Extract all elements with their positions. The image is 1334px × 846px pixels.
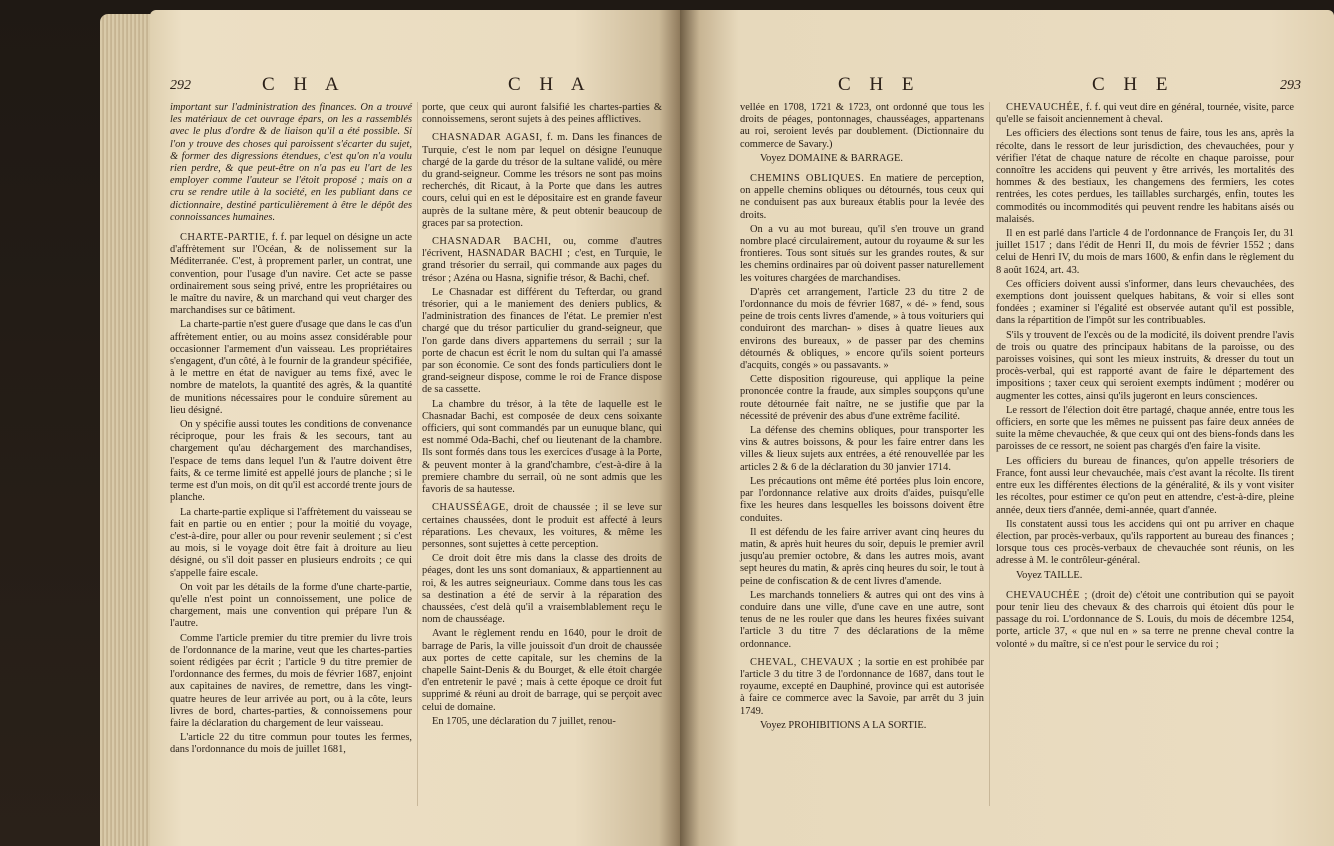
left-column-2 [422,102,662,730]
headword: CHASNADAR AGASI, [432,132,543,144]
left-page-number: 292 [170,78,191,93]
right-column-1 [740,102,984,740]
paragraph: La défense des chemins obliques, pour transporter les vins & autres boissons, & pour les faire entrer dans les villes & lieux sujets aux entrées, a été renouvellée par les articles 2 & 6 de la déclaration du 30 janvier 1714. [740,425,984,473]
entry-charte-partie: CHARTE-PARTIE, f. f. par lequel on désigne un acte d'affrètement sur l'Océan, & de nolissement sur la Méditerranée. C'est, à proprement parler, un contrat, une convention, pour l'usage d'un navire. Cet acte se passe ordinairement sous seing privé, entre les propriétaires ou le maître du navire, & un marchand qui veut charger des marchandises sur ce bâtiment. [170,232,412,317]
paragraph: S'ils y trouvent de l'excès ou de la modicité, ils doivent prendre l'avis de trois ou quatre des principaux habitans de la paroisse, ou des paroisses voisines, qui sont les mieux instruits, & dresser du tout un procès-verbal, qui est rapporté avant de faire le département des impositions ; taxer ceux qui seroient exempts indûment ; modérer ou augmenter les cottes, ainsi qu'ils jugeront en leurs consciences. [996,329,1294,402]
paragraph: La chambre du trésor, à la tête de laquelle est le Chasnadar Bachi, est composée de deux cens soixante officiers, qui sont commandés par un eunuque blanc, qui est nommé Oda-Bachi, chef ou lieutenant de la chambre. Ils sont formés dans tous les exercices d'usage à la Porte, & peuvent monter à la grand'chambre, c'est-à-dire à la premiere chambre du serrail, où ne sont admis que les favoris de sa hautesse. [422,398,662,496]
entry-chasnadar-bachi: CHASNADAR BACHI, ou, comme d'autres l'écrivent, HASNADAR BACHI ; c'est, en Turquie, le grand trésorier du serrail, qui commande aux pages du trésor ; Azéna ou Hasna, signifie trésor, & Bachi, chef. [422,236,662,284]
entry-chasnadar-agasi: CHASNADAR AGASI, f. m. Dans les finances de Turquie, c'est le nom par lequel on désigne l'eunuque chargé de la garde du trésor de la sultane validé, ou mère du grand-seigneur. Comme les trésors ne sont pas moins recherchés, dit Ricaut, à la Porte que dans les autres cours, celui qui en est le dépositaire est en grande faveur auprès de la sultane mère, & peut obtenir beaucoup de graces par sa protection. [422,132,662,229]
right-page-header [680,74,1334,100]
intro-paragraph: important sur l'administration des finances. On a trouvé les matériaux de cet ouvrage épars, on les a rassemblés avec le plus d'ordre & de liaison qu'il a été possible. Si l'on y trouve des choses qui paroissent s'écarter du sujet, & former des digressions étendues, c'est qu'on n'a voulu rien perdre, & que peut-être on n'a pas eu l'art de les employer comme l'auteur se l'étoit proposé ; mais on a cru se rendre utile à la société, en les publiant dans ce dictionnaire, destiné particulièrement à être le dépôt des connoissances humaines. [170,102,412,223]
paragraph: Le ressort de l'élection doit être partagé, chaque année, entre tous les officiers, en sorte que les mêmes ne puissent pas faire deux années de suite la même chevauchée, & que ceux qui ont des biens-fonds dans les paroisses de ce ressort, ne soient pas chargés d'en faire la visite. [996,404,1294,453]
continuation: vellée en 1708, 1721 & 1723, ont ordonné que tous les droits de péages, pontonnages, chausséages, appartenans au roi, seroient levés par doublement. (Dictionnaire du commerce de Savary.) [740,102,984,150]
headword: CHAUSSÉAGE, [432,502,509,514]
paragraph: L'article 22 du titre commun pour toutes les fermes, dans l'ordonnance du mois de juillet 1681, [170,732,412,756]
right-page [680,10,1334,846]
paragraph: D'après cet arrangement, l'article 23 du titre 2 de l'ordonnance du mois de février 1687, « dé- » fend, sous peine de trois cents livres d'amende, » à tous voituriers qui conduiront des marchan- » dises à quatre lieues aux environs des bureaux, » de passer par des chemins détournés & obliques, » encore qu'ils soient porteurs d'acquits, congés » ou passavants. » [740,286,984,372]
entry-cheval: CHEVAL, CHEVAUX ; la sortie en est prohibée par l'article 3 du titre 3 de l'ordonnance de 1687, dans tout le royaume, excepté en Dauphiné, province qui est autorisée à faire ce commerce avec la Savoie, par arrêt du 3 juin 1749. [740,656,984,717]
entry-chausseage: CHAUSSÉAGE, droit de chaussée ; il se leve sur certaines chaussées, dont le produit est affecté à leurs réparations. Les chevaux, les voitures, & même les personnes, sont sujettes à cette perception. [422,502,662,550]
headword: CHEVAUCHÉE, [1006,102,1084,113]
paragraph: On a vu au mot bureau, qu'il s'en trouve un grand nombre placé circulairement, autour du royaume & sur les frontieres. Tous sont situés sur les grandes routes, & sur les chemins ordinaires par où doivent passer naturellement les voitures chargées de marchandises. [740,223,984,284]
entry-chemins-obliques: CHEMINS OBLIQUES. En matiere de perception, on appelle chemins obliques ou détournés, tous ceux qui ne conduisent pas aux bureaux établis pour la levée des droits. [740,173,984,221]
paragraph: La charte-partie explique si l'affrètement du vaisseau se fait en partie ou en entier ; pour la moitié du voyage, c'est-à-dire, pour aller ou pour revenir seulement ; si c'est au mois, si le voyage doit être fait à droiture au lieu désigné, ou s'il doit passer en plusieurs endroits ; ce qui s'appelle faire escale. [170,506,412,579]
right-running-head-1: C H E [838,74,921,95]
left-running-head-2: C H A [508,74,592,95]
continuation: porte, que ceux qui auront falsifié les chartes-parties & connoissemens, seront sujets à des peines afflictives. [422,102,662,126]
page-edges [100,14,155,846]
cross-reference: Voyez TAILLE. [1016,569,1083,581]
paragraph: Ils constatent aussi tous les accidens qui ont pu arriver en chaque élection, par procès-verbaux, qu'ils rapportent au bureau des finances ; lorsque tous ces procès-verbaux de chevauchée sont réunis, on les adresse à M. le contrôleur-général. [996,518,1294,567]
headword: CHEVAL, CHEVAUX ; [750,656,862,668]
left-page-header [150,74,680,100]
paragraph: Les officiers des élections sont tenus de faire, tous les ans, après la récolte, dans le ressort de leur jurisdiction, des chevauchées, pour y vérifier l'état de chaque nature de récolte en chaque paroisse, pour connoître les accidens qui peuvent y être arrivés, les mortalités des hommes & des bestiaux, les changemens des fermiers, les cotes rentrées, les cotes perdues, les taillables surchargés, enfin, toutes les commodités ou incommodités qui peuvent rendre les habitans aisés ou malaisés. [996,128,1294,225]
cross-reference: Voyez PROHIBITIONS A LA SORTIE. [760,719,927,731]
cross-reference: Voyez DOMAINE & BARRAGE. [760,152,903,164]
paragraph: Les officiers du bureau de finances, qu'on appelle trésoriers de France, font aussi leur chevauchée, mais c'est avant la récolte. Ils tirent entre eux les différentes élections de la généralité, & ils y vont visiter les récoltes, pour estimer ce qu'on peut en attendre, c'est-à-dire, pleine année, deux tiers d'année, demi-année, quart d'année. [996,455,1294,516]
left-running-head-1: C H A [262,74,346,95]
headword: CHEMINS OBLIQUES. [750,173,865,185]
paragraph: La charte-partie n'est guere d'usage que dans le cas d'un affrètement entier, ou au moins assez considérable pour occasionner l'armement d'un vaisseau. Les propriétaires s'engagent, d'un côté, à le fournir de la grandeur spécifiée, à le mettre en état de naviguer au tems fixé, avec le nombre de matelots, la quantité des agrès, & la quantité de munitions nécessaires pour le conduire sûrement au lieu désigné. [170,319,412,416]
headword: CHEVAUCHÉE ; [1006,589,1088,601]
right-column-2 [996,102,1294,653]
paragraph: Les précautions ont même été portées plus loin encore, par l'ordonnance relative aux droits d'aides, puisqu'elle fixe les heures dans lesquelles les boissons doivent être conduites. [740,475,984,524]
paragraph: Le Chasnadar est différent du Tefterdar, ou grand trésorier, qui a le maniement des deniers publics, & l'administration des finances de l'état. Le premier n'est chargé que du trésor particulier du grand-seigneur, que l'on garde dans divers appartemens du serrail ; sur la porte de chacun est écrit le nom du sultan qui l'a amassé par son économie. Ce sont des fonds particuliers dont le grand-seigneur dispose, comme le roi de France dispose de sa cassette. [422,286,662,396]
headword: CHASNADAR BACHI, [432,236,552,248]
column-rule [417,102,418,806]
right-running-head-2: C H E [1092,74,1175,95]
paragraph: Cette disposition rigoureuse, qui applique la peine prononcée contre la fraude, aux simples soupçons qu'une route détournée fait naître, ne se justifie que par la nécessité de prévenir des abus d'une extrême facilité. [740,374,984,422]
paragraph: Il en est parlé dans l'article 4 de l'ordonnance de François Ier, du 31 juillet 1517 ; dans l'édit de Henri II, du mois de février 1552 ; dans celui de Henri IV, du mois de mars 1600, & enfin dans le règlement du 8 août 1624, art. 43. [996,228,1294,276]
entry-chevauchee: CHEVAUCHÉE, f. f. qui veut dire en général, tournée, visite, parce qu'elle se faisoit anciennement à cheval. [996,102,1294,126]
entry-chevauchee-droit: CHEVAUCHÉE ; (droit de) c'étoit une contribution qui se payoit pour tenir lieu des chevaux & des charrois qui étoient dûs pour le passage du roi. L'ordonnance de S. Louis, du mois de décembre 1254, porte, article 37, « que nul en » sa terre ne prenne cheval contre la volonté » du maître, si ce n'est pour le service du roi ; [996,589,1294,650]
paragraph: En 1705, une déclaration du 7 juillet, renou- [432,715,616,727]
headword: CHARTE-PARTIE, [180,232,269,244]
paragraph: Il est défendu de les faire arriver avant cinq heures du matin, & après huit heures du soir, depuis le premier avril jusqu'au premier octobre, & dans les autres mois, avant sept heures du matin, & après cinq heures du soir, le tout à peine de confiscation & de cent livres d'amende. [740,526,984,587]
right-page-number: 293 [1280,78,1301,93]
paragraph: On y spécifie aussi toutes les conditions de convenance réciproque, pour les frais & les secours, tant au chargement qu'au déchargement des marchandises, l'espace de tems dans lequel l'un & l'autre doivent être faits, & ce terme limité est appellé jours de planche ; si le terme est d'un mois, on dit qu'il est accordé trente jours de planche. [170,419,412,504]
left-page [150,10,680,846]
paragraph: Avant le règlement rendu en 1640, pour le droit de barrage de Paris, la ville jouissoit d'un droit de chaussée aux portes de cette capitale, sur les chemins de la chapelle Saint-Denis & du Bourget, & elle étoit chargée d'en entretenir le pavé ; mais à cette époque ce droit fut supprimé & réuni au droit de barrage, qui se perçoit avec celui de domaine. [422,628,662,713]
paragraph: Comme l'article premier du titre premier du livre trois de l'ordonnance de la marine, veut que les chartes-parties soient rédigées par écrit ; l'article 9 du titre premier de l'ordonnance des fermes, du mois de février 1687, enjoint aux capitaines de navires, de remettre, dans les vingt-quatre heures de leur arrivée au port, ou à la côte, leurs livres de bord, chartes-parties, & connoissemens pour faire la déclaration du chargement de leur vaisseau. [170,632,412,729]
column-rule [989,102,990,806]
paragraph: Ces officiers doivent aussi s'informer, dans leurs chevauchées, des exemptions dont jouissent quelques habitans, & voir si elles sont fondées ; examiner si l'égalité est observée autant qu'il est possible, dans la répartition de l'impôt sur les contribuables. [996,278,1294,327]
left-column-1 [170,102,412,759]
paragraph: Ce droit doit être mis dans la classe des droits de péages, dont les uns sont domaniaux, & appartiennent au roi, & les autres seigneuriaux. Comme dans tous les cas sa destination a été de servir à la réparation des chaussées, c'est delà qu'il a vraisemblablement reçu le nom de chausséage. [422,553,662,626]
paragraph: Les marchands tonneliers & autres qui ont des vins à conduire dans une ville, d'une cave en une autre, sont tenus de ne les rouler que dans les heures fixées suivant l'article 3 du titre 7 des déclarations de la même ordonnance. [740,589,984,650]
paragraph: On voit par les détails de la forme d'une charte-partie, qu'elle n'est point un connoissement, une police de chargement, mais une convention qui prépare l'un & l'autre. [170,581,412,630]
